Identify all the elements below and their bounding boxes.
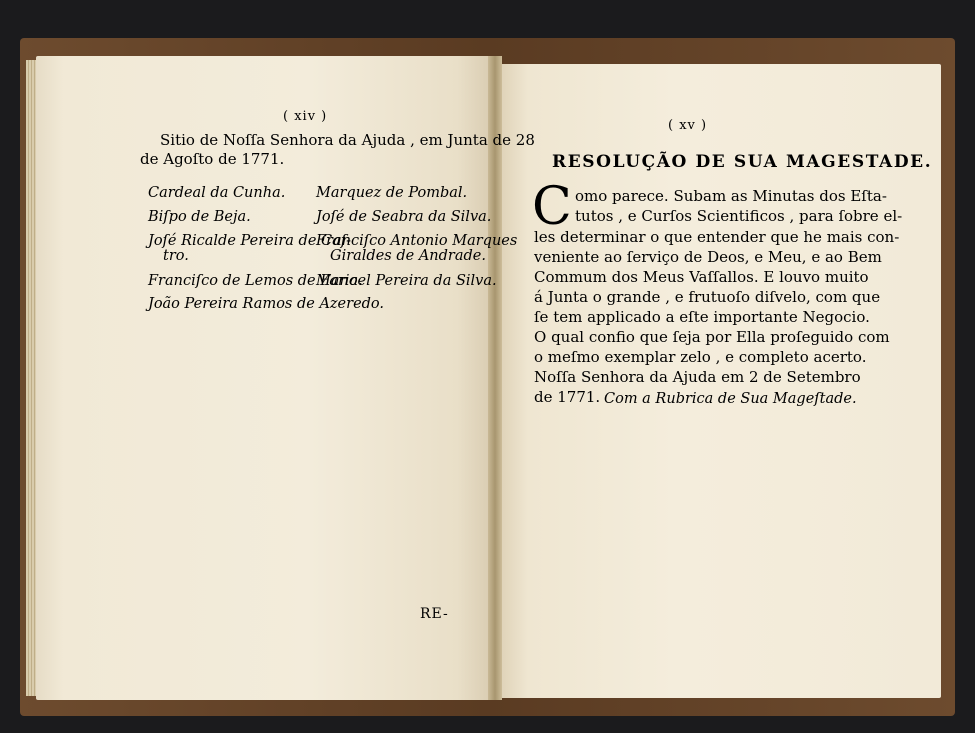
signatory-right: Giraldes de Andrade. — [330, 248, 486, 264]
date-line-2: de Agoſto de 1771. — [140, 150, 285, 168]
text-line: les determinar o que entender que he mais con- — [534, 228, 900, 246]
signatory-left: tro. — [163, 248, 189, 264]
text-line: ſe tem applicado a eſte importante Negocio. — [534, 308, 870, 326]
signatory-right: Manoel Pereira da Silva. — [316, 273, 497, 289]
signatory-right: Marquez de Pombal. — [316, 185, 468, 201]
page-number-left: ( xiv ) — [283, 109, 328, 124]
text-line: o meſmo exemplar zelo , e completo acerto. — [534, 348, 867, 366]
text-line: tutos , e Curſos Scientificos , para ſobre el- — [575, 207, 903, 225]
text-line: veniente ao ſerviço de Deos, e Meu, e ao Bem — [534, 248, 882, 266]
signatory-right: Joſé de Seabra da Silva. — [316, 209, 492, 225]
text-line: O qual confio que ſeja por Ella proſeguido com — [534, 328, 890, 346]
page-title: RESOLUÇÃO DE SUA MAGESTADE. — [552, 152, 933, 172]
signature-line: Com a Rubrica de Sua Mageſtade. — [604, 391, 857, 407]
text-line: Noſſa Senhora da Ajuda em 2 de Setembro — [534, 368, 861, 386]
date-line-1: Sitio de Noſſa Senhora da Ajuda , em Junta de 28 — [160, 131, 535, 149]
text-line: omo parece. Subam as Minutas dos Eſta- — [575, 187, 887, 205]
drop-cap: C — [532, 177, 572, 237]
book-gutter — [488, 56, 502, 700]
text-line: Commum dos Meus Vaſſallos. E louvo muito — [534, 268, 869, 286]
signatory-left: Franciſco de Lemos de Faria. — [148, 273, 363, 289]
text-line: de 1771. — [534, 388, 601, 406]
text-line: á Junta o grande , e frutuoſo diſvelo, com que — [534, 288, 881, 306]
signatory-left: Joſé Ricalde Pereira de Caſ- — [148, 233, 352, 249]
signatory-right: Franciſco Antonio Marques — [316, 233, 518, 249]
signatory-left: Biſpo de Beja. — [148, 209, 251, 225]
page-number-right: ( xv ) — [668, 118, 708, 133]
signatory-left: Cardeal da Cunha. — [148, 185, 286, 201]
catchword: RE- — [420, 606, 449, 622]
signatory-left: João Pereira Ramos de Azeredo. — [148, 296, 385, 312]
